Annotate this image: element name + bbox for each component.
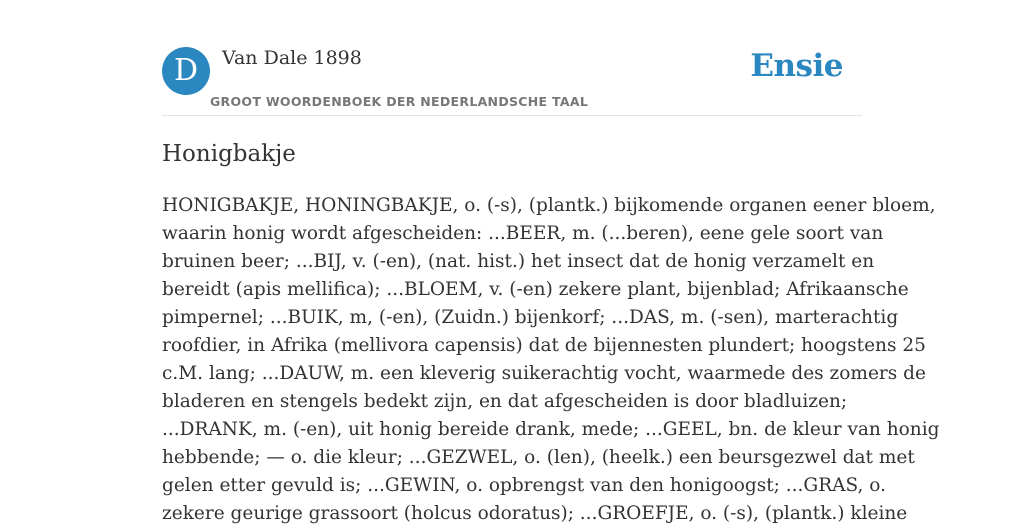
site-header (162, 46, 862, 116)
definition-line: c.M. lang; ...DAUW, m. een kleverig suikerachtig vocht, waarmede des zomers de (162, 363, 926, 384)
definition-line: zekere geurige grassoort (holcus odoratus); ...GROEFJE, o. (-s), (plantk.) kleine (162, 503, 908, 524)
definition-line: waarin honig wordt afgescheiden: ...BEER, m. (...beren), eene gele soort van (162, 223, 884, 244)
dictionary-subtitle: GROOT WOORDENBOEK DER NEDERLANDSCHE TAAL (210, 94, 589, 109)
definition-line: HONIGBAKJE, HONINGBAKJE, o. (-s), (plantk.) bijkomende organen eener bloem, (162, 195, 936, 216)
definition-line: roofdier, in Afrika (mellivora capensis) dat de bijennesten plundert; hoogstens 25 (162, 335, 926, 356)
dictionary-logo[interactable]: D (162, 47, 210, 95)
definition-line: hebbende; — o. die kleur; ...GEZWEL, o. (len), (heelk.) een beursgezwel dat met (162, 447, 915, 468)
dictionary-title[interactable]: Van Dale 1898 (222, 47, 362, 69)
ensie-brand-logo[interactable]: Ensie (750, 48, 843, 84)
entry-title: Honigbakje (162, 141, 296, 167)
entry-definition (162, 192, 940, 528)
header-divider (162, 115, 862, 116)
definition-line: bladeren en stengels bedekt zijn, en dat afgescheiden is door bladluizen; (162, 391, 848, 412)
definition-line: bereidt (apis mellifica); ...BLOEM, v. (-en) zekere plant, bijenblad; Afrikaansche (162, 279, 909, 300)
definition-line: ...DRANK, m. (-en), uit honig bereide drank, mede; ...GEEL, bn. de kleur van honig (162, 419, 940, 440)
definition-line: pimpernel; ...BUIK, m, (-en), (Zuidn.) bijenkorf; ...DAS, m. (-sen), marterachtig (162, 307, 899, 328)
definition-line: gelen etter gevuld is; ...GEWIN, o. opbrengst van den honigoogst; ...GRAS, o. (162, 475, 886, 496)
definition-line: bruinen beer; ...BIJ, v. (-en), (nat. hist.) het insect dat de honig verzamelt en (162, 251, 875, 272)
